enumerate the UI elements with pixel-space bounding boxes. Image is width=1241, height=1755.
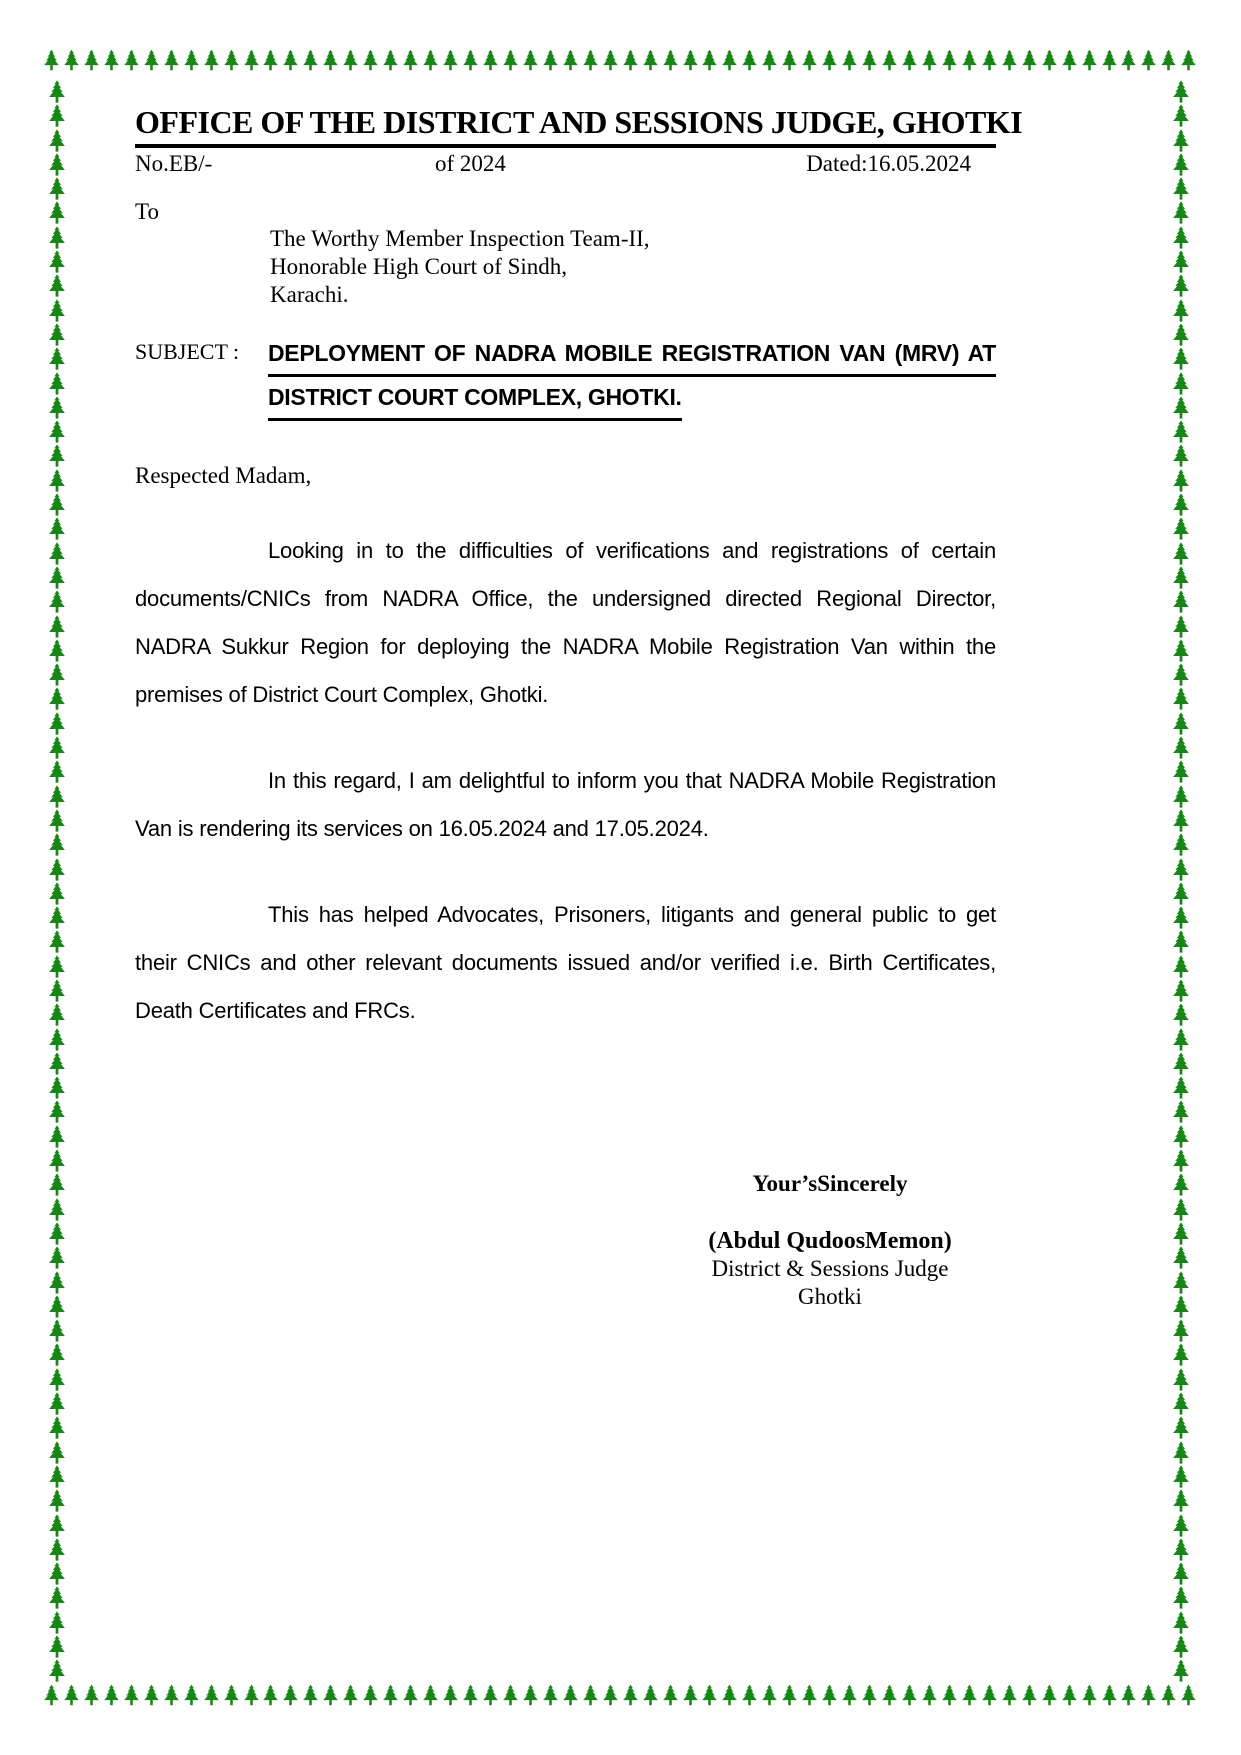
- pine-tree-icon: [1168, 906, 1194, 929]
- pine-tree-icon: [860, 1681, 879, 1709]
- pine-tree-icon: [1168, 858, 1194, 881]
- pine-tree-icon: [44, 1052, 70, 1075]
- pine-tree-icon: [1168, 1173, 1194, 1196]
- reference-number: No.EB/-: [135, 151, 213, 176]
- pine-tree-icon: [44, 396, 70, 419]
- pine-tree-icon: [1179, 46, 1198, 74]
- pine-tree-icon: [1168, 420, 1194, 443]
- pine-tree-icon: [1168, 1052, 1194, 1075]
- pine-tree-icon: [242, 46, 261, 74]
- pine-tree-icon: [1168, 104, 1194, 127]
- pine-tree-icon: [1168, 80, 1194, 103]
- pine-tree-icon: [44, 663, 70, 686]
- pine-tree-icon: [44, 1125, 70, 1148]
- pine-tree-icon: [601, 46, 620, 74]
- pine-tree-icon: [1168, 1586, 1194, 1609]
- pine-tree-icon: [681, 46, 700, 74]
- page-title: OFFICE OF THE DISTRICT AND SESSIONS JUDGE, GHOTKI: [135, 104, 1023, 140]
- pine-tree-icon: [44, 809, 70, 832]
- pine-tree-icon: [1168, 1538, 1194, 1561]
- pine-tree-icon: [1168, 1028, 1194, 1051]
- pine-tree-icon: [1159, 46, 1178, 74]
- pine-tree-icon: [341, 1681, 360, 1709]
- pine-tree-icon: [1168, 736, 1194, 759]
- pine-tree-icon: [521, 46, 540, 74]
- body-paragraph-3: This has helped Advocates, Prisoners, litigants and general public to get their CNICs and other relevant documents issued and/or verified i.e. Birth Certificates, Death Certificates and FRCs.: [135, 902, 996, 1023]
- pine-tree-icon: [1168, 1076, 1194, 1099]
- pine-tree-icon: [44, 785, 70, 808]
- subject-label: SUBJECT :: [135, 339, 240, 364]
- pine-tree-icon: [441, 46, 460, 74]
- pine-tree-icon: [1020, 46, 1039, 74]
- pine-tree-icon: [44, 80, 70, 103]
- pine-tree-icon: [1000, 46, 1019, 74]
- pine-tree-icon: [1168, 1416, 1194, 1439]
- pine-tree-icon: [44, 1246, 70, 1269]
- pine-tree-icon: [44, 1295, 70, 1318]
- pine-tree-icon: [581, 1681, 600, 1709]
- pine-tree-icon: [1168, 1343, 1194, 1366]
- pine-tree-icon: [1168, 1222, 1194, 1245]
- pine-tree-icon: [182, 1681, 201, 1709]
- pine-tree-icon: [1168, 930, 1194, 953]
- pine-tree-icon: [281, 46, 300, 74]
- pine-tree-icon: [44, 1489, 70, 1512]
- pine-tree-icon: [44, 833, 70, 856]
- pine-tree-icon: [261, 46, 280, 74]
- pine-tree-icon: [1168, 372, 1194, 395]
- pine-tree-icon: [1168, 1441, 1194, 1464]
- recipient-line: The Worthy Member Inspection Team-II,: [270, 226, 650, 251]
- pine-tree-icon: [1020, 1681, 1039, 1709]
- pine-tree-icon: [44, 882, 70, 905]
- pine-tree-icon: [102, 46, 121, 74]
- pine-tree-icon: [1168, 1149, 1194, 1172]
- pine-tree-icon: [481, 46, 500, 74]
- pine-tree-icon: [1168, 1659, 1194, 1682]
- pine-tree-icon: [1168, 129, 1194, 152]
- pine-tree-icon: [920, 1681, 939, 1709]
- pine-tree-icon: [1168, 201, 1194, 224]
- signature-block: [700, 1170, 960, 1311]
- pine-tree-icon: [581, 46, 600, 74]
- pine-tree-icon: [222, 46, 241, 74]
- recipient-to: To: [135, 199, 159, 224]
- pine-tree-icon: [621, 1681, 640, 1709]
- pine-tree-icon: [142, 1681, 161, 1709]
- pine-tree-icon: [1168, 566, 1194, 589]
- pine-tree-icon: [44, 566, 70, 589]
- pine-tree-icon: [1168, 444, 1194, 467]
- pine-tree-icon: [401, 46, 420, 74]
- pine-tree-icon: [301, 1681, 320, 1709]
- pine-tree-icon: [541, 1681, 560, 1709]
- body-paragraph-1: Looking in to the difficulties of verifications and registrations of certain documents/CNICs from NADRA Office, the undersigned directed Regional Director, NADRA Sukkur Region for deploying the NADRA Mobile Registration Van within the premises of District Court Complex, Ghotki.: [135, 538, 996, 707]
- pine-tree-icon: [1168, 663, 1194, 686]
- pine-tree-icon: [44, 1100, 70, 1123]
- pine-tree-icon: [242, 1681, 261, 1709]
- pine-tree-icon: [1168, 590, 1194, 613]
- pine-tree-icon: [960, 46, 979, 74]
- pine-tree-icon: [641, 46, 660, 74]
- pine-tree-icon: [281, 1681, 300, 1709]
- pine-tree-icon: [461, 46, 480, 74]
- pine-tree-icon: [44, 129, 70, 152]
- pine-tree-icon: [621, 46, 640, 74]
- pine-tree-icon: [1168, 1295, 1194, 1318]
- pine-tree-icon: [44, 712, 70, 735]
- pine-tree-icon: [1168, 493, 1194, 516]
- letter-content: [135, 104, 1023, 1311]
- pine-tree-icon: [44, 906, 70, 929]
- pine-tree-icon: [780, 1681, 799, 1709]
- pine-tree-icon: [700, 46, 719, 74]
- pine-tree-icon: [44, 1003, 70, 1026]
- pine-tree-icon: [44, 1319, 70, 1342]
- pine-tree-icon: [44, 1271, 70, 1294]
- pine-tree-icon: [1159, 1681, 1178, 1709]
- pine-tree-icon: [820, 46, 839, 74]
- pine-tree-icon: [44, 1465, 70, 1488]
- pine-tree-icon: [44, 177, 70, 200]
- tree-border-bottom: [42, 1681, 1199, 1709]
- pine-tree-icon: [940, 46, 959, 74]
- pine-tree-icon: [44, 323, 70, 346]
- pine-tree-icon: [321, 1681, 340, 1709]
- pine-tree-icon: [441, 1681, 460, 1709]
- pine-tree-icon: [1080, 1681, 1099, 1709]
- pine-tree-icon: [740, 1681, 759, 1709]
- pine-tree-icon: [301, 46, 320, 74]
- pine-tree-icon: [142, 46, 161, 74]
- pine-tree-icon: [1168, 687, 1194, 710]
- pine-tree-icon: [541, 46, 560, 74]
- pine-tree-icon: [561, 46, 580, 74]
- pine-tree-icon: [122, 46, 141, 74]
- pine-tree-icon: [1060, 1681, 1079, 1709]
- pine-tree-icon: [44, 1611, 70, 1634]
- pine-tree-icon: [42, 1681, 61, 1709]
- pine-tree-icon: [1168, 639, 1194, 662]
- recipient-line: Karachi.: [270, 282, 349, 307]
- pine-tree-icon: [860, 46, 879, 74]
- pine-tree-icon: [1168, 299, 1194, 322]
- pine-tree-icon: [44, 420, 70, 443]
- tree-border-right: [1168, 80, 1194, 1683]
- pine-tree-icon: [840, 46, 859, 74]
- pine-tree-icon: [1168, 1489, 1194, 1512]
- pine-tree-icon: [1168, 955, 1194, 978]
- pine-tree-icon: [1168, 274, 1194, 297]
- pine-tree-icon: [1139, 1681, 1158, 1709]
- pine-tree-icon: [44, 1659, 70, 1682]
- letterhead: [135, 104, 1023, 148]
- pine-tree-icon: [1168, 1100, 1194, 1123]
- pine-tree-icon: [461, 1681, 480, 1709]
- pine-tree-icon: [900, 46, 919, 74]
- pine-tree-icon: [361, 1681, 380, 1709]
- pine-tree-icon: [44, 590, 70, 613]
- pine-tree-icon: [780, 46, 799, 74]
- pine-tree-icon: [1168, 1368, 1194, 1391]
- pine-tree-icon: [1168, 347, 1194, 370]
- signatory-designation: District & Sessions Judge: [711, 1256, 949, 1281]
- pine-tree-icon: [44, 274, 70, 297]
- pine-tree-icon: [561, 1681, 580, 1709]
- pine-tree-icon: [1168, 760, 1194, 783]
- pine-tree-icon: [1168, 1562, 1194, 1585]
- pine-tree-icon: [720, 1681, 739, 1709]
- pine-tree-icon: [1100, 46, 1119, 74]
- pine-tree-icon: [1168, 979, 1194, 1002]
- pine-tree-icon: [82, 1681, 101, 1709]
- pine-tree-icon: [44, 517, 70, 540]
- pine-tree-icon: [900, 1681, 919, 1709]
- letter-date: Dated:16.05.2024: [806, 151, 971, 176]
- subject-line-1: DEPLOYMENT OF NADRA MOBILE REGISTRATION VAN (MRV) AT: [268, 335, 996, 377]
- pine-tree-icon: [1168, 226, 1194, 249]
- pine-tree-icon: [44, 1222, 70, 1245]
- pine-tree-icon: [1119, 46, 1138, 74]
- pine-tree-icon: [661, 46, 680, 74]
- pine-tree-icon: [940, 1681, 959, 1709]
- pine-tree-icon: [44, 1368, 70, 1391]
- pine-tree-icon: [44, 493, 70, 516]
- pine-tree-icon: [44, 1149, 70, 1172]
- recipient-address: [270, 225, 996, 309]
- pine-tree-icon: [44, 542, 70, 565]
- pine-tree-icon: [481, 1681, 500, 1709]
- pine-tree-icon: [44, 955, 70, 978]
- pine-tree-icon: [62, 46, 81, 74]
- pine-tree-icon: [44, 444, 70, 467]
- pine-tree-icon: [42, 46, 61, 74]
- pine-tree-icon: [1168, 785, 1194, 808]
- pine-tree-icon: [44, 347, 70, 370]
- pine-tree-icon: [44, 201, 70, 224]
- pine-tree-icon: [62, 1681, 81, 1709]
- pine-tree-icon: [1168, 1465, 1194, 1488]
- pine-tree-icon: [44, 1416, 70, 1439]
- pine-tree-icon: [1100, 1681, 1119, 1709]
- pine-tree-icon: [44, 1635, 70, 1658]
- pine-tree-icon: [1168, 1003, 1194, 1026]
- pine-tree-icon: [1168, 250, 1194, 273]
- reference-row: [135, 151, 996, 181]
- pine-tree-icon: [44, 1198, 70, 1221]
- pine-tree-icon: [44, 1173, 70, 1196]
- pine-tree-icon: [1168, 396, 1194, 419]
- pine-tree-icon: [44, 469, 70, 492]
- pine-tree-icon: [1168, 1125, 1194, 1148]
- pine-tree-icon: [82, 46, 101, 74]
- pine-tree-icon: [361, 46, 380, 74]
- body-paragraph-2: In this regard, I am delightful to inform you that NADRA Mobile Registration Van is rendering its services on 16.05.2024 and 17.05.2024.: [135, 768, 996, 841]
- pine-tree-icon: [641, 1681, 660, 1709]
- greeting: Respected Madam,: [135, 463, 312, 488]
- pine-tree-icon: [44, 1562, 70, 1585]
- pine-tree-icon: [760, 1681, 779, 1709]
- recipient-line: Honorable High Court of Sindh,: [270, 254, 568, 279]
- pine-tree-icon: [1168, 1246, 1194, 1269]
- signatory-name: (Abdul QudoosMemon): [708, 1228, 952, 1254]
- subject-text: [268, 335, 996, 421]
- pine-tree-icon: [980, 1681, 999, 1709]
- pine-tree-icon: [840, 1681, 859, 1709]
- pine-tree-icon: [44, 1514, 70, 1537]
- pine-tree-icon: [102, 1681, 121, 1709]
- pine-tree-icon: [381, 1681, 400, 1709]
- pine-tree-icon: [44, 1392, 70, 1415]
- pine-tree-icon: [1168, 712, 1194, 735]
- pine-tree-icon: [1168, 1319, 1194, 1342]
- pine-tree-icon: [401, 1681, 420, 1709]
- pine-tree-icon: [44, 153, 70, 176]
- pine-tree-icon: [44, 760, 70, 783]
- pine-tree-icon: [421, 1681, 440, 1709]
- pine-tree-icon: [44, 104, 70, 127]
- pine-tree-icon: [501, 46, 520, 74]
- pine-tree-icon: [501, 1681, 520, 1709]
- pine-tree-icon: [44, 299, 70, 322]
- pine-tree-icon: [182, 46, 201, 74]
- pine-tree-icon: [1168, 1611, 1194, 1634]
- pine-tree-icon: [1168, 1198, 1194, 1221]
- subject-row: [135, 335, 996, 421]
- pine-tree-icon: [381, 46, 400, 74]
- pine-tree-icon: [1168, 323, 1194, 346]
- signature-closing: Your’sSincerely: [752, 1171, 908, 1196]
- pine-tree-icon: [700, 1681, 719, 1709]
- pine-tree-icon: [1168, 809, 1194, 832]
- pine-tree-icon: [521, 1681, 540, 1709]
- pine-tree-icon: [1000, 1681, 1019, 1709]
- pine-tree-icon: [661, 1681, 680, 1709]
- pine-tree-icon: [44, 1441, 70, 1464]
- pine-tree-icon: [44, 979, 70, 1002]
- pine-tree-icon: [800, 46, 819, 74]
- letter-year: of 2024: [435, 151, 506, 176]
- subject-line-2: DISTRICT COURT COMPLEX, GHOTKI.: [268, 379, 682, 421]
- pine-tree-icon: [202, 46, 221, 74]
- pine-tree-icon: [44, 1343, 70, 1366]
- pine-tree-icon: [44, 1028, 70, 1051]
- pine-tree-icon: [1168, 542, 1194, 565]
- pine-tree-icon: [44, 615, 70, 638]
- pine-tree-icon: [162, 46, 181, 74]
- signatory-station: Ghotki: [798, 1284, 862, 1309]
- pine-tree-icon: [202, 1681, 221, 1709]
- pine-tree-icon: [1040, 46, 1059, 74]
- pine-tree-icon: [44, 250, 70, 273]
- pine-tree-icon: [1168, 153, 1194, 176]
- pine-tree-icon: [44, 1076, 70, 1099]
- pine-tree-icon: [601, 1681, 620, 1709]
- pine-tree-icon: [122, 1681, 141, 1709]
- pine-tree-icon: [44, 858, 70, 881]
- pine-tree-icon: [44, 639, 70, 662]
- tree-border-left: [44, 80, 70, 1683]
- pine-tree-icon: [1168, 1514, 1194, 1537]
- pine-tree-icon: [44, 372, 70, 395]
- pine-tree-icon: [960, 1681, 979, 1709]
- pine-tree-icon: [222, 1681, 241, 1709]
- pine-tree-icon: [920, 46, 939, 74]
- pine-tree-icon: [1168, 1635, 1194, 1658]
- pine-tree-icon: [1168, 1271, 1194, 1294]
- pine-tree-icon: [1168, 177, 1194, 200]
- pine-tree-icon: [1168, 615, 1194, 638]
- pine-tree-icon: [261, 1681, 280, 1709]
- pine-tree-icon: [1080, 46, 1099, 74]
- pine-tree-icon: [44, 687, 70, 710]
- pine-tree-icon: [880, 46, 899, 74]
- pine-tree-icon: [1168, 1392, 1194, 1415]
- pine-tree-icon: [341, 46, 360, 74]
- pine-tree-icon: [1168, 517, 1194, 540]
- pine-tree-icon: [44, 226, 70, 249]
- pine-tree-icon: [44, 736, 70, 759]
- pine-tree-icon: [681, 1681, 700, 1709]
- pine-tree-icon: [1060, 46, 1079, 74]
- pine-tree-icon: [1168, 882, 1194, 905]
- pine-tree-icon: [1168, 833, 1194, 856]
- tree-border-top: [42, 46, 1199, 74]
- pine-tree-icon: [800, 1681, 819, 1709]
- pine-tree-icon: [760, 46, 779, 74]
- pine-tree-icon: [321, 46, 340, 74]
- pine-tree-icon: [1168, 469, 1194, 492]
- pine-tree-icon: [44, 930, 70, 953]
- pine-tree-icon: [740, 46, 759, 74]
- pine-tree-icon: [162, 1681, 181, 1709]
- pine-tree-icon: [980, 46, 999, 74]
- pine-tree-icon: [1139, 46, 1158, 74]
- pine-tree-icon: [421, 46, 440, 74]
- pine-tree-icon: [44, 1538, 70, 1561]
- pine-tree-icon: [1179, 1681, 1198, 1709]
- pine-tree-icon: [820, 1681, 839, 1709]
- pine-tree-icon: [1040, 1681, 1059, 1709]
- pine-tree-icon: [880, 1681, 899, 1709]
- pine-tree-icon: [1119, 1681, 1138, 1709]
- pine-tree-icon: [44, 1586, 70, 1609]
- pine-tree-icon: [720, 46, 739, 74]
